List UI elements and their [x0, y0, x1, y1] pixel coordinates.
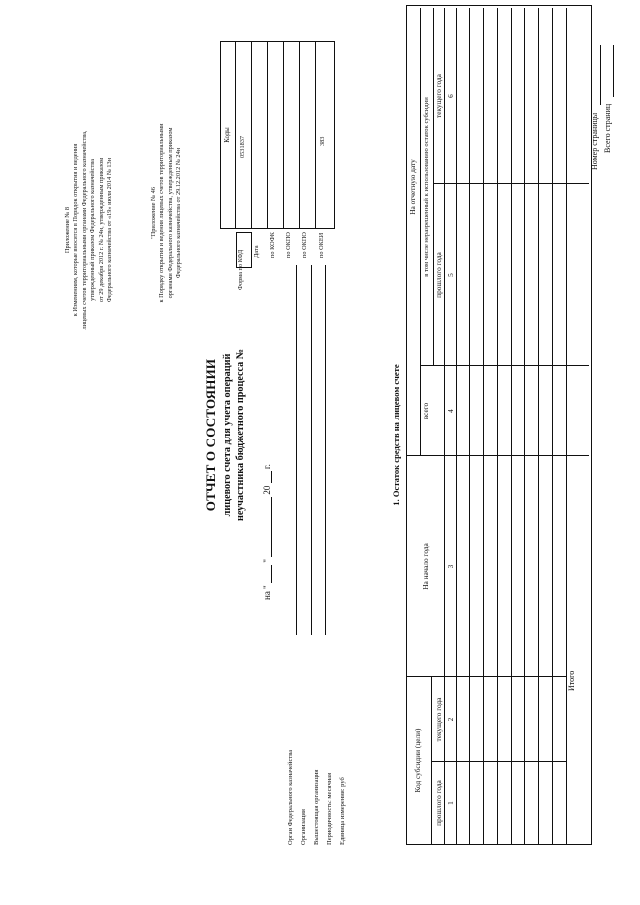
info-line-parent-org[interactable]	[325, 265, 326, 635]
info-line-organization[interactable]	[311, 265, 312, 635]
table-divider	[444, 8, 445, 844]
column-number: 1	[446, 801, 455, 805]
appendix-46-line: "Приложение № 46	[150, 187, 157, 239]
codes-value: 383	[319, 136, 326, 146]
title-line-2: лицевого счета для учета операций	[222, 353, 233, 517]
codes-box	[220, 41, 335, 229]
header-cur-year-2: текущего года	[434, 74, 443, 118]
codes-value: 0531837	[239, 135, 246, 158]
total-label: Итого	[567, 670, 576, 691]
codes-label: Форма по КФД	[237, 249, 244, 290]
codes-label: по ОКПО	[285, 232, 292, 258]
table-divider	[566, 8, 567, 844]
header-prev-year: прошлого года	[434, 780, 443, 826]
column-number: 3	[446, 564, 455, 569]
info-label-organization: Организация	[300, 809, 307, 845]
codes-header: Коды	[221, 42, 236, 228]
codes-label: Дата	[253, 245, 260, 258]
info-line-fk-body[interactable]	[296, 265, 297, 635]
column-number: 4	[446, 409, 455, 413]
table-divider	[456, 8, 457, 844]
appendix-8-line: утвержденный приказом Федерального казначейства	[89, 159, 97, 301]
date-year-prefix: 20	[262, 485, 272, 495]
info-label-fk-body: Орган Федерального казначейства	[287, 749, 294, 845]
title-line-1: ОТЧЕТ О СОСТОЯНИИ	[203, 358, 218, 512]
codes-label: по КОФК	[269, 232, 276, 258]
report-date-line	[262, 464, 272, 600]
header-prev-year-2: прошлого года	[434, 252, 443, 298]
page-number-label: Номер страницы	[590, 112, 599, 170]
date-day-field[interactable]	[262, 565, 272, 583]
table-divider	[552, 8, 553, 844]
header-start-of-year: На начало года	[421, 543, 430, 590]
column-number: 6	[446, 94, 455, 98]
codes-row[interactable]	[299, 42, 316, 228]
appendix-8-line: к Изменениям, которые вносятся в Порядок открытия и ведения	[72, 143, 80, 317]
appendix-46-block	[150, 33, 184, 393]
header-total: всего	[421, 402, 430, 420]
table-divider	[433, 183, 589, 184]
codes-row	[235, 42, 252, 228]
codes-label: по ОКПО	[301, 232, 308, 258]
balance-table	[406, 5, 592, 845]
codes-row[interactable]	[251, 42, 268, 228]
column-number: 5	[446, 273, 455, 277]
codes-label: по ОКЕИ	[318, 232, 325, 258]
table-divider	[511, 8, 512, 844]
codes-row[interactable]	[267, 42, 284, 228]
table-divider	[483, 8, 484, 844]
date-year-field[interactable]	[262, 471, 272, 483]
codes-row	[315, 42, 332, 228]
info-label-periodicity: Периодичность: месячная	[326, 772, 333, 845]
codes-row[interactable]	[283, 42, 300, 228]
appendix-8-block	[64, 30, 114, 430]
appendix-46-line: к Порядку открытия и ведения лицевых счетов территориальными	[158, 123, 166, 303]
table-divider	[497, 8, 498, 844]
header-report-date: На отчетную дату	[408, 159, 417, 215]
header-unpermitted: в том числе неразрешенный к использованию остаток субсидии	[423, 97, 430, 277]
info-label-unit: Единица измерения: руб	[339, 777, 346, 845]
page-number-field[interactable]	[600, 45, 601, 105]
date-prefix: на "	[262, 585, 272, 600]
header-subsidy-code: Код субсидии (цели)	[413, 728, 422, 793]
date-suffix: г.	[262, 464, 272, 470]
appendix-8-line: Приложение № 8	[64, 206, 71, 254]
appendix-8-line: лицевых счетов территориальными органами Федерального казначейства,	[80, 130, 88, 330]
table-divider	[469, 8, 470, 844]
section-title: 1. Остаток средств на лицевом счете	[391, 364, 401, 506]
appendix-46-line: Федерального казначейства от 29.12.2012 № 24н	[175, 147, 183, 279]
appendix-46-line: органами Федерального казначейства, утвержденным приказом	[166, 127, 174, 299]
page-total-field[interactable]	[613, 45, 614, 97]
appendix-8-line: от 29 декабря 2012 г. № 24н, утвержденным приказом	[97, 157, 105, 303]
title-line-3: неучастника бюджетного процесса №	[235, 348, 246, 522]
table-divider	[538, 8, 539, 844]
table-divider	[524, 8, 525, 844]
column-number: 2	[446, 717, 455, 722]
page-total-label: Всего страниц	[603, 103, 612, 153]
info-label-parent-org: Вышестоящая организация	[313, 769, 320, 845]
appendix-8-line: Федерального казначейства от «19» июля 2014 № 13н	[106, 157, 114, 303]
header-cur-year: текущего года	[434, 697, 443, 742]
date-month-field[interactable]	[262, 497, 272, 557]
table-divider	[407, 676, 566, 677]
table-divider	[407, 455, 589, 456]
date-quote: "	[262, 559, 272, 563]
